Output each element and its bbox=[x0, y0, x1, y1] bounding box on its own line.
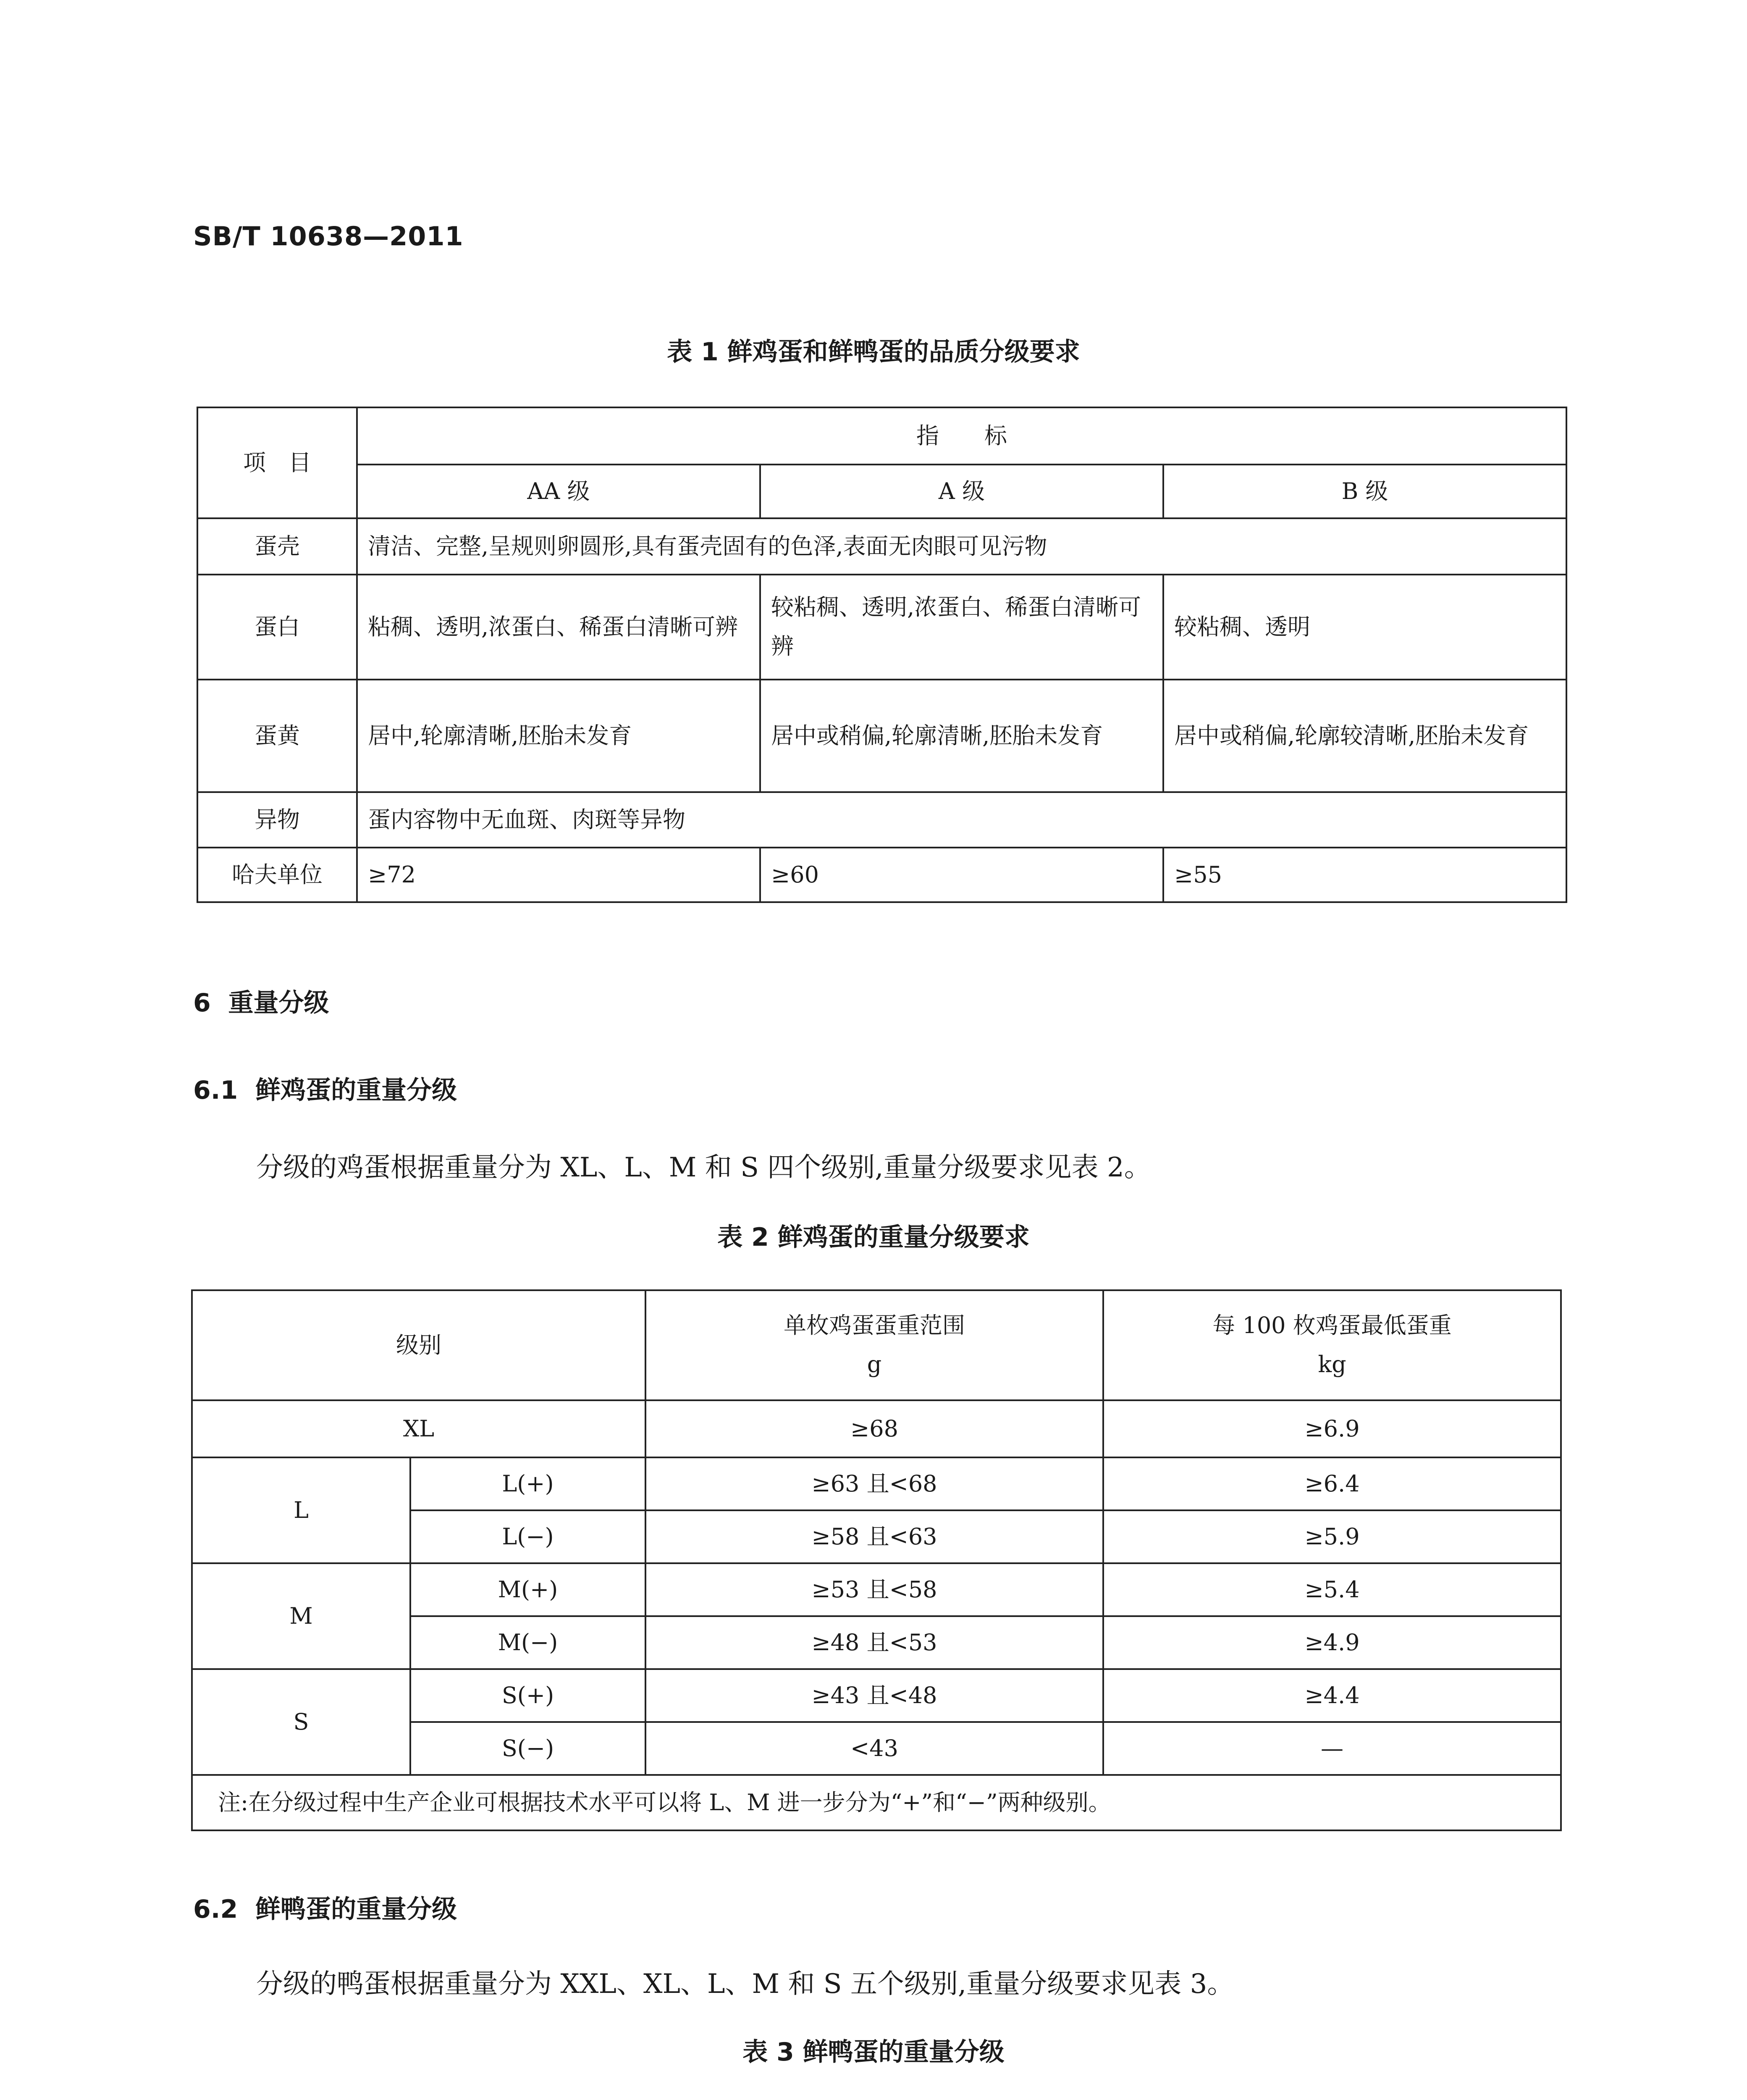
section-6-heading: 6 重量分级 bbox=[193, 988, 329, 1018]
subgrade-s-plus: S(+) bbox=[410, 1669, 645, 1722]
table2-caption: 表 2 鲜鸡蛋的重量分级要求 bbox=[717, 1223, 1030, 1252]
yolk-label: 蛋黄 bbox=[197, 680, 357, 792]
shell-label: 蛋壳 bbox=[197, 518, 357, 575]
table2-note: 注:在分级过程中生产企业可根据技术水平可以将 L、M 进一步分为“+”和“−”两种级别。 bbox=[192, 1775, 1561, 1830]
l-plus-hundred: ≥6.4 bbox=[1103, 1457, 1561, 1510]
subgrade-l-plus: L(+) bbox=[410, 1457, 645, 1510]
haugh-aa: ≥72 bbox=[357, 848, 760, 902]
subgrade-l-minus: L(−) bbox=[410, 1510, 645, 1563]
white-label: 蛋白 bbox=[197, 575, 357, 680]
white-aa: 粘稠、透明,浓蛋白、稀蛋白清晰可辨 bbox=[357, 575, 760, 680]
table3-caption: 表 3 鲜鸭蛋的重量分级 bbox=[742, 2037, 1005, 2067]
table2-single-header: 单枚鸡蛋蛋重范围 g bbox=[645, 1290, 1103, 1400]
l-plus-single: ≥63 且<68 bbox=[645, 1457, 1103, 1510]
table1 bbox=[197, 407, 1567, 903]
s-plus-single: ≥43 且<48 bbox=[645, 1669, 1103, 1722]
white-a: 较粘稠、透明,浓蛋白、稀蛋白清晰可辨 bbox=[760, 575, 1163, 680]
table2 bbox=[191, 1289, 1562, 1831]
yolk-aa: 居中,轮廓清晰,胚胎未发育 bbox=[357, 680, 760, 792]
s-minus-single: <43 bbox=[645, 1722, 1103, 1775]
yolk-a: 居中或稍偏,轮廓清晰,胚胎未发育 bbox=[760, 680, 1163, 792]
table1-caption: 表 1 鲜鸡蛋和鲜鸭蛋的品质分级要求 bbox=[667, 337, 1080, 367]
document-number: SB/T 10638—2011 bbox=[193, 221, 464, 252]
grade-s: S bbox=[192, 1669, 410, 1775]
m-plus-hundred: ≥5.4 bbox=[1103, 1563, 1561, 1616]
table1-grade-aa: AA 级 bbox=[357, 465, 760, 518]
foreign-label: 异物 bbox=[197, 792, 357, 848]
m-minus-single: ≥48 且<53 bbox=[645, 1616, 1103, 1669]
shell-requirement: 清洁、完整,呈规则卵圆形,具有蛋壳固有的色泽,表面无肉眼可见污物 bbox=[357, 518, 1566, 575]
subgrade-m-plus: M(+) bbox=[410, 1563, 645, 1616]
grade-l: L bbox=[192, 1457, 410, 1563]
table1-grade-b: B 级 bbox=[1163, 465, 1566, 518]
foreign-requirement: 蛋内容物中无血斑、肉斑等异物 bbox=[357, 792, 1566, 848]
grade-m: M bbox=[192, 1563, 410, 1669]
white-b: 较粘稠、透明 bbox=[1163, 575, 1566, 680]
haugh-label: 哈夫单位 bbox=[197, 848, 357, 902]
section-6-1-heading: 6.1 鲜鸡蛋的重量分级 bbox=[193, 1076, 457, 1105]
m-plus-single: ≥53 且<58 bbox=[645, 1563, 1103, 1616]
haugh-b: ≥55 bbox=[1163, 848, 1566, 902]
table-row-xl-hundred: ≥6.9 bbox=[1103, 1400, 1561, 1457]
subgrade-m-minus: M(−) bbox=[410, 1616, 645, 1669]
s-plus-hundred: ≥4.4 bbox=[1103, 1669, 1561, 1722]
section-6-1-paragraph: 分级的鸡蛋根据重量分为 XL、L、M 和 S 四个级别,重量分级要求见表 2。 bbox=[256, 1152, 1151, 1183]
section-6-2-paragraph: 分级的鸭蛋根据重量分为 XXL、XL、L、M 和 S 五个级别,重量分级要求见表 3。 bbox=[256, 1969, 1234, 2000]
haugh-a: ≥60 bbox=[760, 848, 1163, 902]
table-row-xl-single: ≥68 bbox=[645, 1400, 1103, 1457]
l-minus-hundred: ≥5.9 bbox=[1103, 1510, 1561, 1563]
s-minus-hundred: — bbox=[1103, 1722, 1561, 1775]
table2-grade-header: 级别 bbox=[192, 1290, 645, 1400]
table2-hundred-header: 每 100 枚鸡蛋最低蛋重 kg bbox=[1103, 1290, 1561, 1400]
l-minus-single: ≥58 且<63 bbox=[645, 1510, 1103, 1563]
table1-item-header: 项 目 bbox=[197, 407, 357, 518]
m-minus-hundred: ≥4.9 bbox=[1103, 1616, 1561, 1669]
table1-indicator-header: 指 标 bbox=[357, 407, 1566, 465]
subgrade-s-minus: S(−) bbox=[410, 1722, 645, 1775]
yolk-b: 居中或稍偏,轮廓较清晰,胚胎未发育 bbox=[1163, 680, 1566, 792]
section-6-2-heading: 6.2 鲜鸭蛋的重量分级 bbox=[193, 1895, 457, 1924]
table-row-xl-grade: XL bbox=[192, 1400, 645, 1457]
table1-grade-a: A 级 bbox=[760, 465, 1163, 518]
